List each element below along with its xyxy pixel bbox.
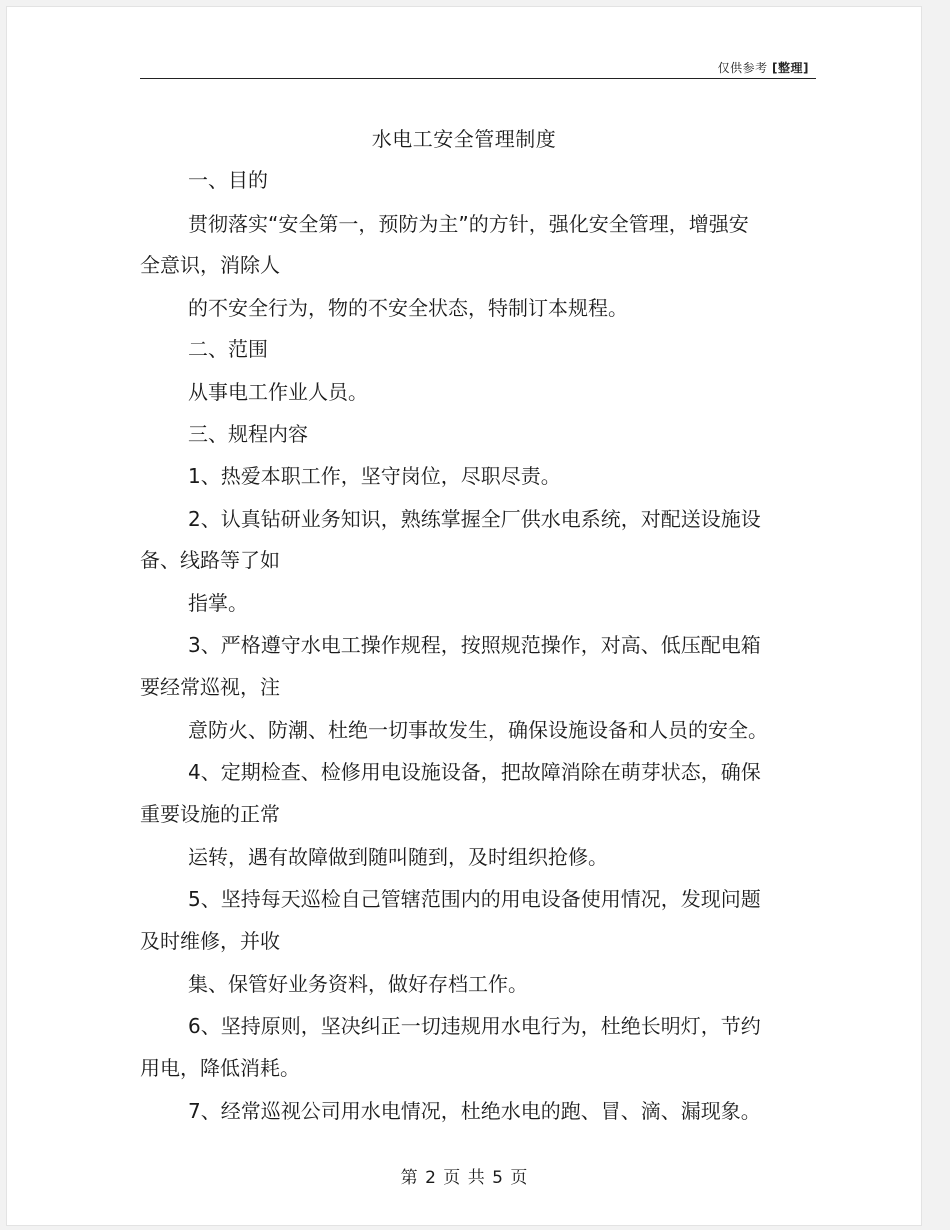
list-item-line: 用电，降低消耗。 — [140, 1056, 300, 1080]
page-number-footer: 第 2 页 共 5 页 — [400, 1168, 528, 1188]
document-page — [6, 6, 922, 1226]
list-item-line: 备、线路等了如 — [140, 548, 280, 572]
section-heading-purpose: 一、目的 — [188, 168, 268, 192]
list-item-line: 集、保管好业务资料，做好存档工作。 — [188, 972, 528, 996]
list-item-line: 指掌。 — [188, 591, 248, 615]
list-item-line: 5、坚持每天巡检自己管辖范围内的用电设备使用情况，发现问题 — [188, 887, 761, 911]
paragraph-line: 贯彻落实“安全第一，预防为主”的方针，强化安全管理，增强安 — [188, 212, 749, 236]
header-note-text: 仅供参考 — [717, 61, 768, 75]
document-title: 水电工安全管理制度 — [371, 127, 557, 151]
paragraph-line: 从事电工作业人员。 — [188, 380, 368, 404]
section-heading-scope: 二、范围 — [188, 337, 268, 361]
list-item-line: 1、热爱本职工作，坚守岗位，尽职尽责。 — [188, 464, 561, 488]
list-item-line: 2、认真钻研业务知识，熟练掌握全厂供水电系统，对配送设施设 — [188, 507, 761, 531]
list-item-line: 运转，遇有故障做到随叫随到，及时组织抢修。 — [188, 845, 608, 869]
paragraph-line: 全意识，消除人 — [140, 253, 280, 277]
list-item-line: 6、坚持原则，坚决纠正一切违规用水电行为，杜绝长明灯，节约 — [188, 1014, 761, 1038]
header-note-tag: [整理] — [772, 61, 809, 75]
header-note — [718, 59, 809, 76]
header-rule — [140, 78, 816, 79]
list-item-line: 7、经常巡视公司用水电情况，杜绝水电的跑、冒、滴、漏现象。 — [188, 1099, 761, 1123]
list-item-line: 4、定期检查、检修用电设施设备，把故障消除在萌芽状态，确保 — [188, 760, 761, 784]
list-item-line: 重要设施的正常 — [140, 802, 280, 826]
list-item-line: 及时维修，并收 — [140, 929, 280, 953]
section-heading-content: 三、规程内容 — [188, 422, 308, 446]
list-item-line: 要经常巡视，注 — [140, 675, 280, 699]
list-item-line: 意防火、防潮、杜绝一切事故发生，确保设施设备和人员的安全。 — [188, 718, 768, 742]
paragraph-line: 的不安全行为，物的不安全状态，特制订本规程。 — [188, 296, 628, 320]
list-item-line: 3、严格遵守水电工操作规程，按照规范操作，对高、低压配电箱 — [188, 633, 761, 657]
